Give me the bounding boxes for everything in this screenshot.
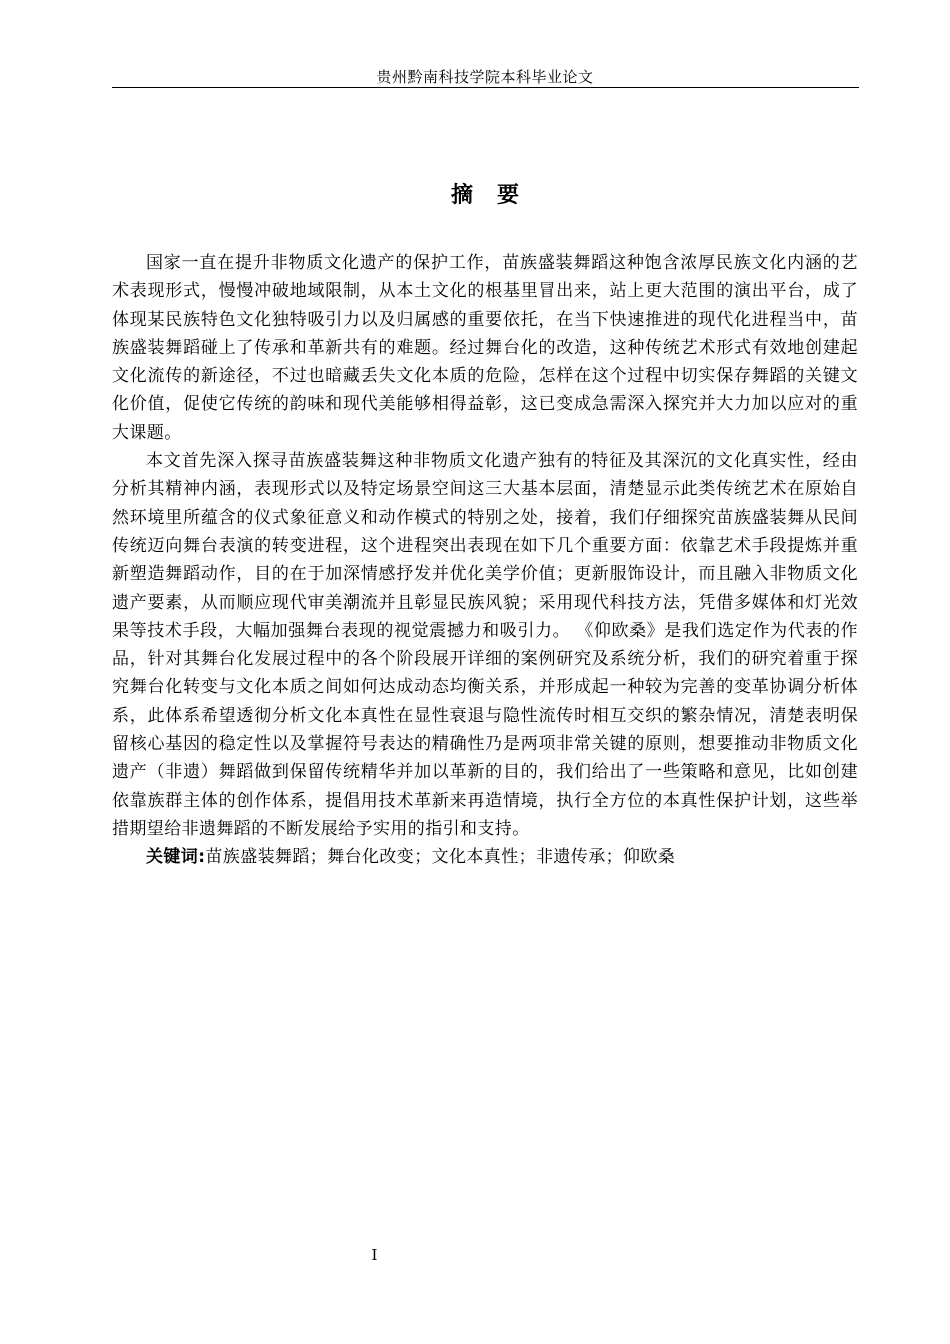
abstract-paragraph-1: 国家一直在提升非物质文化遗产的保护工作，苗族盛装舞蹈这种饱含浓厚民族文化内涵的艺术表现形式，慢慢冲破地域限制，从本土文化的根基里冒出来，站上更大范围的演出平台，成了体现某民族特色文化独特吸引力以及归属感的重要依托，在当下快速推进的现代化进程当中，苗族盛装舞蹈碰上了传承和革新共有的难题。经过舞台化的改造，这种传统艺术形式有效地创建起文化流传的新途径，不过也暗藏丢失文化本质的危险，怎样在这个过程中切实保存舞蹈的关键文化价值，促使它传统的韵味和现代美能够相得益彰，这已变成急需深入探究并大力加以应对的重大课题。: [112, 253, 858, 443]
page-number: I: [371, 1246, 378, 1264]
keywords-label: 关键词:: [146, 847, 206, 868]
running-header: 贵州黔南科技学院本科毕业论文: [376, 68, 594, 86]
abstract-paragraph-2: 本文首先深入探寻苗族盛装舞这种非物质文化遗产独有的特征及其深沉的文化真实性，经由分析其精神内涵，表现形式以及特定场景空间这三大基本层面，清楚显示此类传统艺术在原始自然环境里所蕴含的仪式象征意义和动作模式的特别之处，接着，我们仔细探究苗族盛装舞从民间传统迈向舞台表演的转变进程，这个进程突出表现在如下几个重要方面：依靠艺术手段提炼并重新塑造舞蹈动作，目的在于加深情感抒发并优化美学价值；更新服饰设计，而且融入非物质文化遗产要素，从而顺应现代审美潮流并且彰显民族风貌；采用现代科技方法，凭借多媒体和灯光效果等技术手段，大幅加强舞台表现的视觉震撼力和吸引力。 《仰欧桑》是我们选定作为代表的作品，针对其舞台化发展过程中的各个阶段展开详细的案例研究及系统分析，我们的研究着重于探究舞台化转变与文化本质之间如何达成动态均衡关系，并形成起一种较为完善的变革协调分析体系，此体系希望透彻分析文化本真性在显性衰退与隐性流传时相互交织的繁杂情况，清楚表明保留核心基因的稳定性以及掌握符号表达的精确性乃是两项非常关键的原则，想要推动非物质文化遗产（非遗）舞蹈做到保留传统精华并加以革新的目的，我们给出了一些策略和意见，比如创建依靠族群主体的创作体系，提倡用技术革新来再造情境，执行全方位的本真性保护计划，这些举措期望给非遗舞蹈的不断发展给予实用的指引和支持。: [112, 451, 858, 839]
header-rule: [112, 87, 859, 88]
abstract-title: 摘要: [450, 183, 543, 208]
abstract-body: [112, 249, 858, 872]
keywords-text: 苗族盛装舞蹈；舞台化改变；文化本真性；非遗传承；仰欧桑: [205, 847, 676, 868]
keywords-line: [112, 843, 858, 871]
